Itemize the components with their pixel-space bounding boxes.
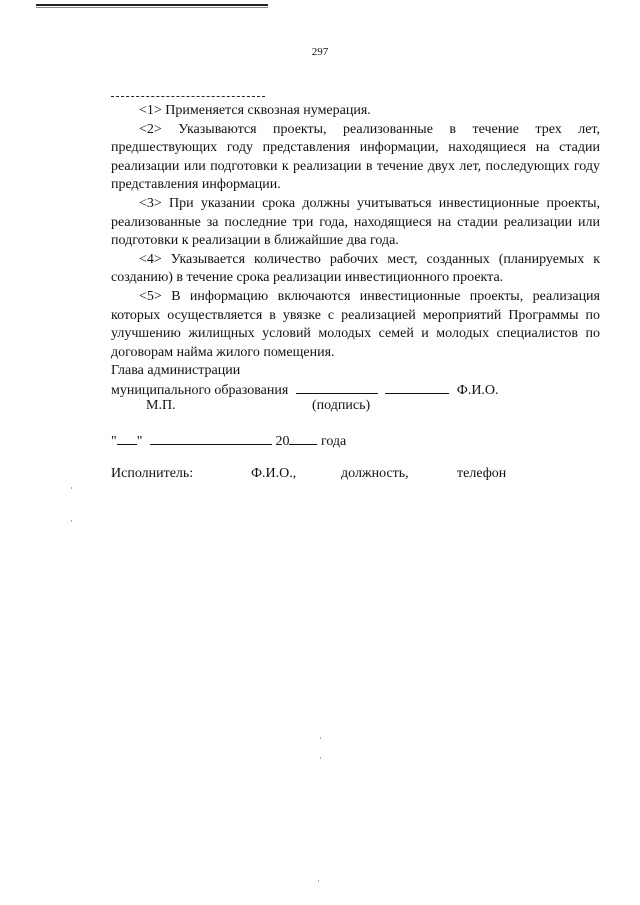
signature-blank: [296, 380, 378, 394]
footnote-2: <2> Указываются проекты, реализованные в течение трех лет, предшествующих году представления информации, находящиеся на стадии реализации или подготовки к реализации в течение двух лет, последующих году представления информации.: [111, 121, 600, 193]
scan-speck: [320, 737, 321, 739]
executor-fio: Ф.И.О.,: [251, 466, 297, 481]
quote-close: ": [136, 434, 143, 449]
footnotes: [111, 102, 600, 362]
signature-caption: (подпись): [312, 398, 371, 413]
year-suffix: года: [320, 434, 347, 449]
executor-position: должность,: [341, 466, 409, 481]
footnote-1: <1> Применяется сквозная нумерация.: [139, 103, 371, 118]
scan-speck: [318, 880, 319, 882]
scan-top-rule: [36, 4, 268, 6]
scan-speck: [71, 487, 72, 489]
month-blank: [150, 431, 272, 445]
day-blank: [117, 431, 137, 445]
footnote-separator: [111, 96, 265, 97]
footnote-3: <3> При указании срока должны учитываться инвестиционные проекты, реализованные за последние три года, находящиеся на стадии реализации или подготовки к реализации в ближайшие два года.: [111, 195, 600, 249]
scan-speck: [320, 757, 321, 759]
footnote-4: <4> Указывается количество рабочих мест, созданных (планируемых к созданию) в течение срока реализации инвестиционного проекта.: [111, 251, 600, 286]
year-prefix: 20: [275, 434, 290, 449]
executor-label: Исполнитель:: [111, 466, 194, 481]
scan-speck: [71, 520, 72, 522]
quote-open: ": [111, 434, 117, 449]
head-title-text: муниципального образования: [111, 383, 289, 398]
head-title-line2: [111, 380, 499, 400]
year-blank: [289, 431, 317, 445]
date-line: [111, 431, 346, 450]
stamp-label: М.П.: [146, 398, 176, 413]
name-blank: [385, 380, 449, 394]
page-number: 297: [311, 46, 329, 58]
executor-phone: телефон: [457, 466, 507, 481]
scan-top-rule-shadow: [36, 7, 268, 8]
footnote-5: <5> В информацию включаются инвестиционные проекты, реализация которых осуществляется в увязке с реализацией мероприятий Программы по улучшению жилищных условий молодых семей и молодых специалистов по договорам найма жилого помещения.: [111, 288, 600, 360]
head-title-line1: Глава администрации: [111, 363, 241, 378]
fio-label: Ф.И.О.: [456, 383, 499, 398]
